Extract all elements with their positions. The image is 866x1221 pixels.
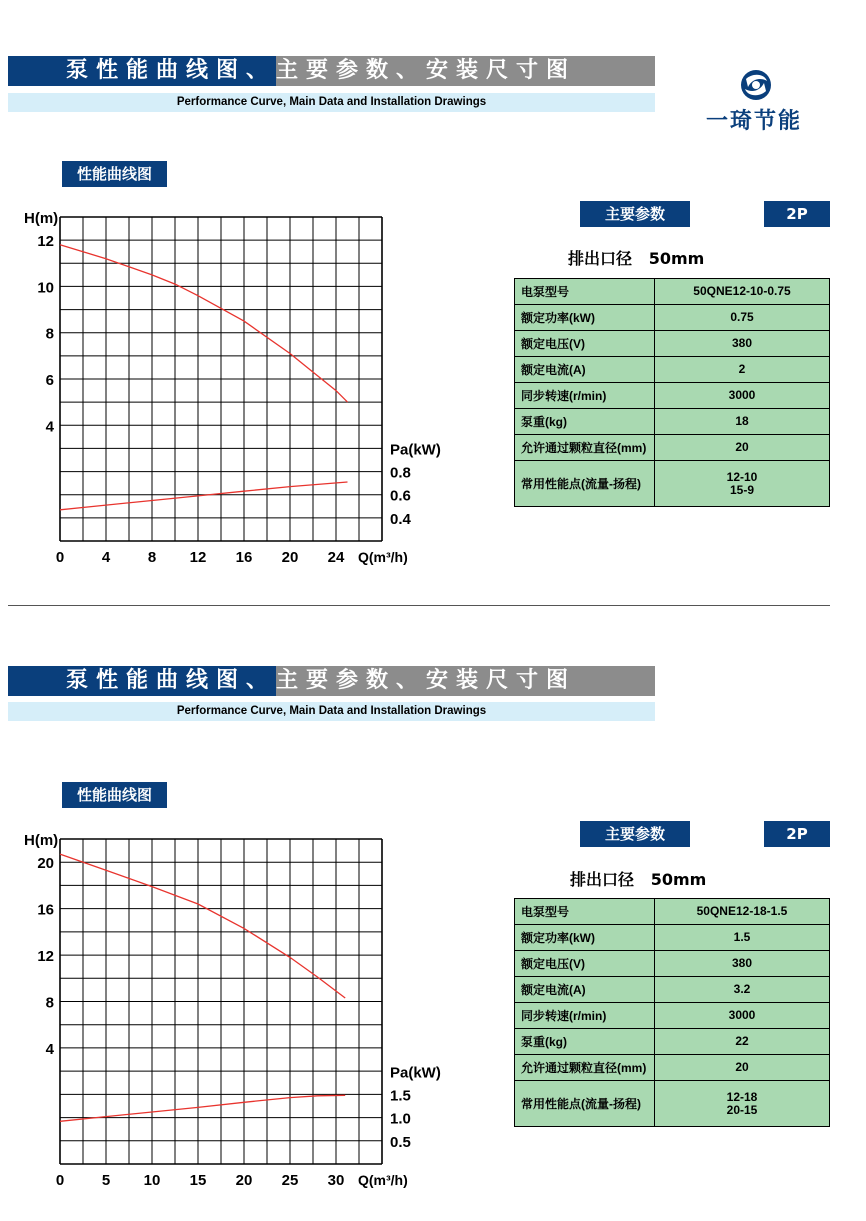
h-tick-label: 16 bbox=[37, 901, 54, 919]
param-value bbox=[655, 461, 830, 507]
main-params-table bbox=[514, 278, 830, 507]
param-key: 泵重(kg) bbox=[515, 1029, 655, 1055]
table-row bbox=[515, 331, 830, 357]
param-value: 22 bbox=[655, 1029, 830, 1055]
table-row bbox=[515, 357, 830, 383]
performance-chart bbox=[0, 612, 460, 1212]
x-tick-label: 0 bbox=[55, 1172, 65, 1189]
main-params-table bbox=[514, 898, 830, 1127]
p-tick-label: 0.6 bbox=[390, 487, 411, 505]
curve-tag: 性能曲线图 bbox=[62, 782, 167, 808]
table-row bbox=[515, 951, 830, 977]
performance-chart bbox=[0, 0, 460, 600]
param-value: 380 bbox=[655, 331, 830, 357]
table-row bbox=[515, 925, 830, 951]
h-tick-label: 4 bbox=[45, 1040, 54, 1058]
p-tick-label: 0.5 bbox=[390, 1133, 411, 1151]
table-row bbox=[515, 409, 830, 435]
discharge-diameter: 排出口径 50mm bbox=[568, 249, 705, 268]
table-row bbox=[515, 1055, 830, 1081]
p-tick-label: 1.5 bbox=[390, 1087, 411, 1105]
table-row bbox=[515, 279, 830, 305]
param-key: 常用性能点(流量-扬程) bbox=[515, 1081, 655, 1127]
pump-section-1 bbox=[0, 0, 866, 600]
page-title: 泵性能曲线图、主要参数、安装尺寸图 bbox=[66, 58, 577, 83]
param-value: 3000 bbox=[655, 1003, 830, 1029]
params-tag: 主要参数 bbox=[580, 201, 690, 227]
table-row bbox=[515, 1003, 830, 1029]
params-tag: 主要参数 bbox=[580, 821, 690, 847]
x-tick-label: 20 bbox=[235, 1172, 253, 1189]
table-row bbox=[515, 1081, 830, 1127]
param-value: 50QNE12-18-1.5 bbox=[655, 899, 830, 925]
table-row bbox=[515, 383, 830, 409]
h-tick-label: 12 bbox=[37, 948, 54, 966]
param-key: 电泵型号 bbox=[515, 899, 655, 925]
x-tick-label: 15 bbox=[189, 1172, 207, 1189]
param-value: 2 bbox=[655, 357, 830, 383]
table-row bbox=[515, 899, 830, 925]
table-row bbox=[515, 461, 830, 507]
param-value bbox=[655, 1081, 830, 1127]
x-axis-label: Q(m³/h) bbox=[358, 549, 408, 565]
param-key: 常用性能点(流量-扬程) bbox=[515, 461, 655, 507]
param-key: 额定功率(kW) bbox=[515, 925, 655, 951]
p-tick-label: 0.4 bbox=[390, 510, 411, 528]
h-tick-label: 12 bbox=[37, 233, 54, 251]
param-value: 18 bbox=[655, 409, 830, 435]
param-key: 额定电流(A) bbox=[515, 977, 655, 1003]
h-tick-label: 4 bbox=[45, 418, 54, 436]
x-tick-label: 30 bbox=[327, 1172, 345, 1189]
param-key: 同步转速(r/min) bbox=[515, 1003, 655, 1029]
p-tick-label: 0.8 bbox=[390, 464, 411, 482]
pump-section-2 bbox=[0, 612, 866, 1212]
x-tick-label: 20 bbox=[281, 549, 299, 566]
param-key: 同步转速(r/min) bbox=[515, 383, 655, 409]
param-key: 允许通过颗粒直径(mm) bbox=[515, 435, 655, 461]
power-curve bbox=[60, 482, 348, 510]
table-row bbox=[515, 1029, 830, 1055]
h-tick-label: 10 bbox=[37, 279, 54, 297]
param-value: 1.5 bbox=[655, 925, 830, 951]
discharge-diameter: 排出口径 50mm bbox=[570, 870, 707, 889]
page-title: 泵性能曲线图、主要参数、安装尺寸图 bbox=[66, 668, 577, 693]
x-tick-label: 4 bbox=[101, 549, 111, 566]
param-value: 0.75 bbox=[655, 305, 830, 331]
head-curve bbox=[60, 854, 345, 998]
x-tick-label: 16 bbox=[235, 549, 253, 566]
param-value: 20 bbox=[655, 435, 830, 461]
table-row bbox=[515, 435, 830, 461]
param-value: 380 bbox=[655, 951, 830, 977]
p-axis-label: Pa(kW) bbox=[390, 1064, 441, 1082]
pole-tag: 2P bbox=[764, 201, 830, 227]
x-tick-label: 8 bbox=[147, 549, 157, 566]
param-value-line: 20-15 bbox=[726, 1102, 758, 1117]
curve-tag: 性能曲线图 bbox=[62, 161, 167, 187]
h-tick-label: 6 bbox=[45, 372, 54, 389]
param-key: 额定电流(A) bbox=[515, 357, 655, 383]
logo-text: 一琦节能 bbox=[706, 109, 803, 134]
h-tick-label: 8 bbox=[45, 325, 54, 343]
param-value: 20 bbox=[655, 1055, 830, 1081]
h-axis-label: H(m) bbox=[24, 832, 59, 849]
x-tick-label: 24 bbox=[327, 549, 345, 566]
param-value: 3.2 bbox=[655, 977, 830, 1003]
pole-tag: 2P bbox=[764, 821, 830, 847]
param-key: 电泵型号 bbox=[515, 279, 655, 305]
param-value-line: 12-10 bbox=[726, 469, 758, 484]
param-value-line: 12-18 bbox=[726, 1089, 758, 1104]
x-tick-label: 12 bbox=[189, 549, 207, 566]
p-tick-label: 1.0 bbox=[390, 1110, 411, 1128]
table-row bbox=[515, 977, 830, 1003]
param-key: 额定电压(V) bbox=[515, 331, 655, 357]
h-axis-label: H(m) bbox=[24, 210, 59, 227]
page-subtitle: Performance Curve, Main Data and Installation Drawings bbox=[176, 705, 487, 717]
h-tick-label: 8 bbox=[45, 994, 54, 1012]
param-value: 3000 bbox=[655, 383, 830, 409]
h-tick-label: 20 bbox=[37, 855, 54, 873]
x-tick-label: 25 bbox=[281, 1172, 299, 1189]
page-subtitle: Performance Curve, Main Data and Installation Drawings bbox=[176, 96, 487, 108]
param-value: 50QNE12-10-0.75 bbox=[655, 279, 830, 305]
x-tick-label: 5 bbox=[101, 1172, 111, 1189]
param-key: 额定电压(V) bbox=[515, 951, 655, 977]
x-tick-label: 0 bbox=[55, 549, 65, 566]
param-key: 额定功率(kW) bbox=[515, 305, 655, 331]
param-key: 允许通过颗粒直径(mm) bbox=[515, 1055, 655, 1081]
table-row bbox=[515, 305, 830, 331]
p-axis-label: Pa(kW) bbox=[390, 441, 441, 459]
section-divider bbox=[8, 605, 830, 606]
x-axis-label: Q(m³/h) bbox=[358, 1172, 408, 1188]
param-value-line: 15-9 bbox=[729, 482, 755, 497]
x-tick-label: 10 bbox=[143, 1172, 161, 1189]
param-key: 泵重(kg) bbox=[515, 409, 655, 435]
